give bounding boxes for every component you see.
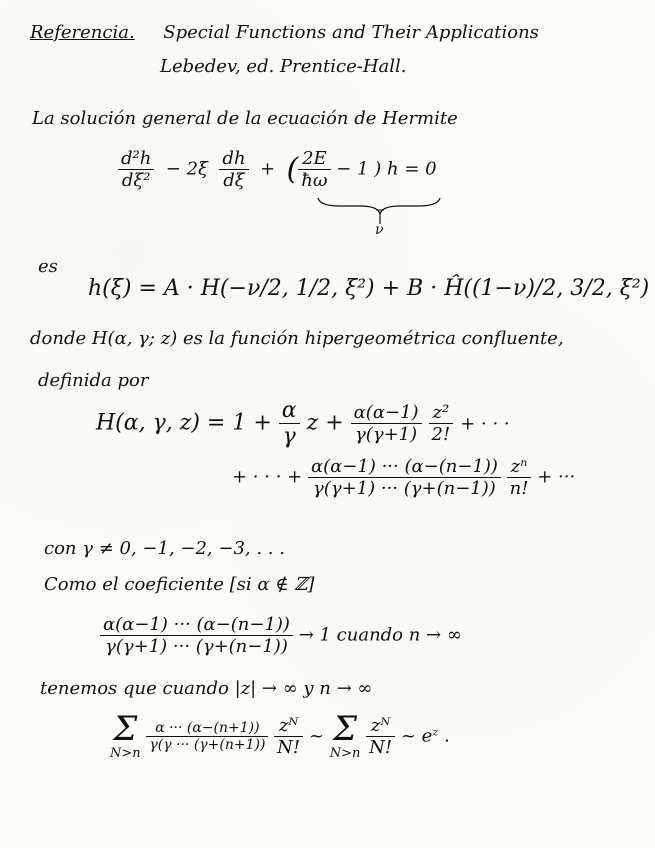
reference-label: Referencia. <box>30 22 135 43</box>
zN-fraction-2: $\frac{\text{zᴺ}}{N!}$ <box>366 715 395 758</box>
asymptotic-expression: Σ N>n $\frac{\alpha \cdot\cdot\cdot (\alpha-(n+1))}{\gamma(\gamma \cdot\cdot\cdot (\gamma+(n+1))}$ $\frac{\text{zᴺ}}{N!}$ ~ Σ N>n $\frac{\text{zᴺ}}{N!}$ ~ eᶻ . <box>110 709 450 761</box>
es-text: es <box>38 256 58 277</box>
tenemos-text: tenemos que cuando |z| → ∞ y n → ∞ <box>40 678 373 699</box>
series-line-1: H(α, γ, z) = 1 + $\frac{\alpha}{\gamma}$ z + $\frac{\alpha(\alpha-1)}{\gamma(\gamma+1)}$ $\frac{\text{z²}}{2!}$ + · · · <box>96 398 510 449</box>
energy-fraction: $\frac{2E}{ħ\omega}$ <box>298 148 330 191</box>
z2-over-2-fraction: $\frac{\text{z²}}{2!}$ <box>429 402 454 445</box>
dh-fraction: $\frac{dh}{d\xi}$ <box>219 148 248 191</box>
hermite-equation: $\frac{\text{d²h}}{\text{dξ²}}$ − 2ξ $\frac{dh}{d\xi}$ + ( $\frac{2E}{ħ\omega}$ − 1 ) h = 0 <box>118 148 437 191</box>
sum-2: Σ N>n <box>329 709 361 761</box>
donde-text: donde H(α, γ; z) es la función hipergeométrica confluente, <box>30 328 564 349</box>
reference-author: Lebedev, ed. Prentice-Hall. <box>160 56 407 77</box>
alpha-over-gamma: $\frac{\alpha}{\gamma}$ <box>279 398 300 449</box>
general-coef-fraction: $\frac{\alpha(\alpha-1) \cdot\cdot\cdot (\alpha-(n-1))}{\gamma(\gamma+1) \cdot\cdot\cdot (\gamma+(n-1))}$ <box>308 456 501 499</box>
zN-fraction-1: $\frac{\text{zᴺ}}{N!}$ <box>274 715 303 758</box>
nu-label: ν <box>375 222 384 238</box>
limit-expression: $\frac{\alpha(\alpha-1) \cdot\cdot\cdot (\alpha-(n-1))}{\gamma(\gamma+1) \cdot\cdot\cdot (\gamma+(n-1))}$ → 1 cuando n → ∞ <box>100 614 462 657</box>
series-line-2: + · · · + $\frac{\alpha(\alpha-1) \cdot\cdot\cdot (\alpha-(n-1))}{\gamma(\gamma+1) \cdot\cdot\cdot (\gamma+(n-1))}$ $\frac{\text{zⁿ}}{n!}$ + ··· <box>232 456 576 499</box>
definida-text: definida por <box>38 370 149 391</box>
asym-coef-fraction: $\frac{\alpha \cdot\cdot\cdot (\alpha-(n+1))}{\gamma(\gamma \cdot\cdot\cdot (\gamma+(n+1))}$ <box>146 720 268 753</box>
general-solution: h(ξ) = A · H(−ν/2, 1/2, ξ²) + B · Ĥ((1−ν)/2, 3/2, ξ²) <box>88 276 650 301</box>
como-text: Como el coeficiente [si α ∉ ℤ] <box>44 574 315 595</box>
reference-title: Special Functions and Their Applications <box>163 22 539 43</box>
d2h-fraction: $\frac{\text{d²h}}{\text{dξ²}}$ <box>118 148 154 191</box>
con-condition: con γ ≠ 0, −1, −2, −3, . . . <box>44 538 285 559</box>
intro-text: La solución general de la ecuación de Hermite <box>32 108 458 129</box>
second-coef-fraction: $\frac{\alpha(\alpha-1)}{\gamma(\gamma+1)}$ <box>351 402 422 445</box>
sum-1: Σ N>n <box>110 709 141 761</box>
limit-fraction: $\frac{\alpha(\alpha-1) \cdot\cdot\cdot (\alpha-(n-1))}{\gamma(\gamma+1) \cdot\cdot\cdot (\gamma+(n-1))}$ <box>100 614 293 657</box>
zn-over-nfact-fraction: $\frac{\text{zⁿ}}{n!}$ <box>507 456 532 499</box>
